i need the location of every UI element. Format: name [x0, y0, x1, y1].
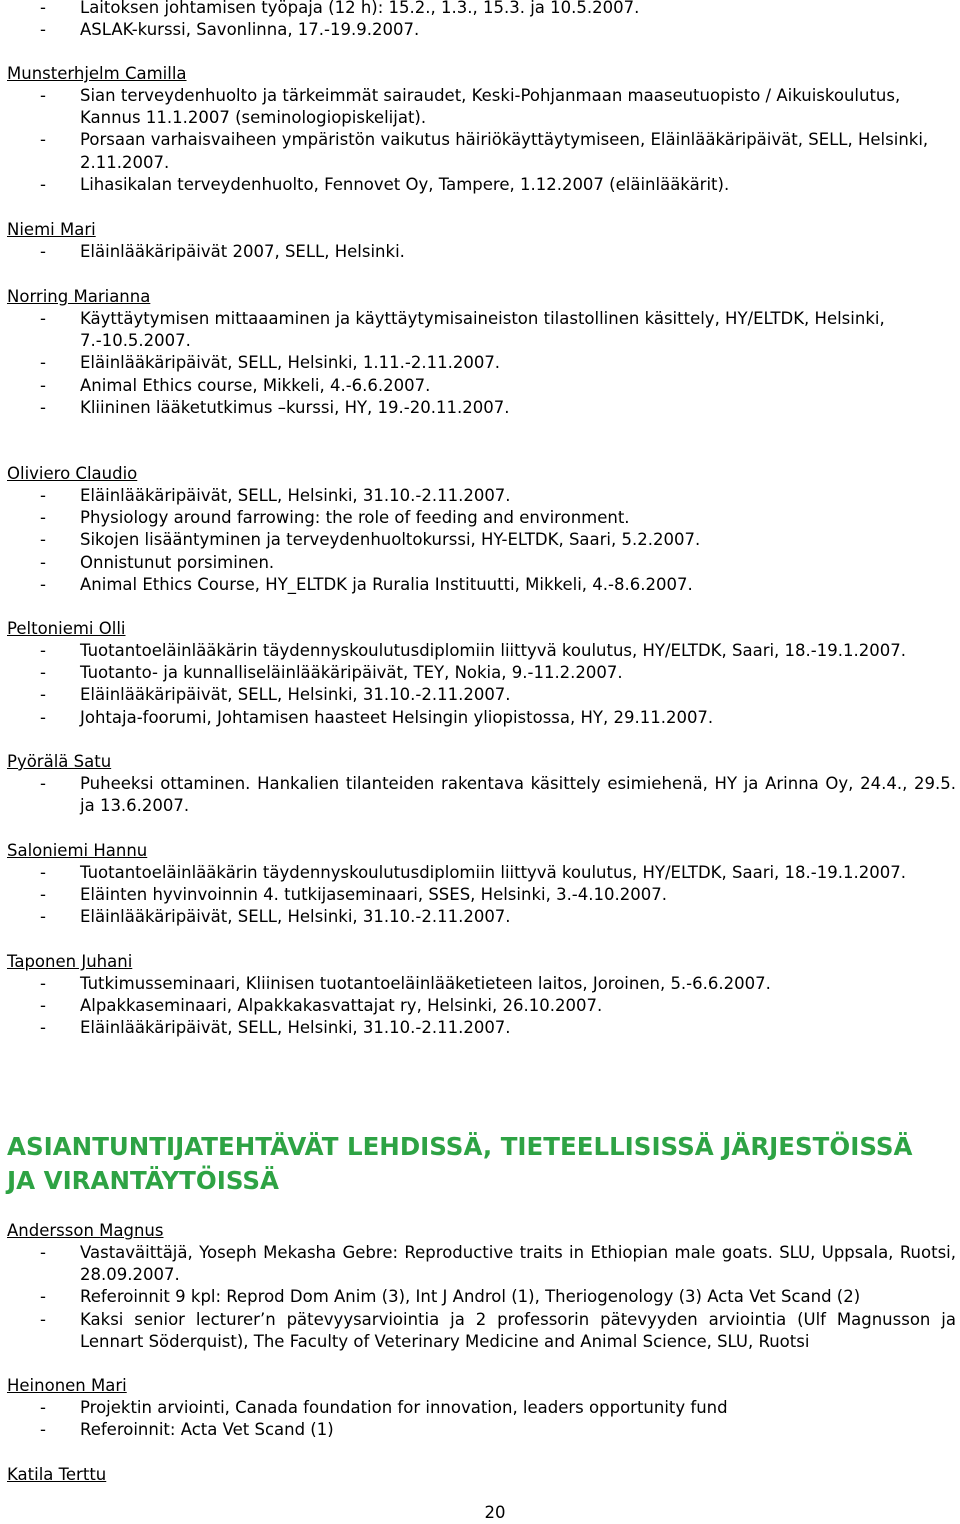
list-item: - Eläinlääkäripäivät 2007, SELL, Helsinki.	[40, 242, 405, 261]
list-item: - Kaksi senior lecturer’n pätevyysarviointia ja 2 professorin pätevyyden arviointia (Ulf Magnusson ja Lennart Söderquist), The Faculty of Veterinary Medicine and Animal Science, SLU, Ruotsi	[40, 1309, 956, 1351]
list-item: - Laitoksen johtamisen työpaja (12 h): 15.2., 1.3., 15.3. ja 10.5.2007.	[40, 0, 640, 17]
list-item: - Referoinnit 9 kpl: Reprod Dom Anim (3), Int J Androl (1), Theriogenology (3) Acta Vet Scand (2)	[40, 1287, 861, 1307]
person-name: Heinonen Mari	[7, 1376, 127, 1395]
item-list	[0, 241, 960, 263]
item-list	[0, 85, 960, 196]
list-item: - Eläinlääkäripäivät, SELL, Helsinki, 1.11.-2.11.2007.	[40, 353, 501, 373]
list-item: - Sian terveydenhuolto ja tärkeimmät sairaudet, Keski-Pohjanmaan maaseutuopisto / Aikuiskoulutus, Kannus 11.1.2007 (seminologiopiskelijat).	[40, 86, 901, 128]
list-item: - Eläinlääkäripäivät, SELL, Helsinki, 31.10.-2.11.2007.	[40, 486, 511, 505]
person-name: Taponen Juhani	[7, 952, 133, 971]
item-list	[0, 308, 960, 419]
list-item: - Physiology around farrowing: the role of feeding and environment.	[40, 508, 630, 528]
list-item: - Tuotantoeläinlääkärin täydennyskoulutusdiplomiin liittyvä koulutus, HY/ELTDK, Saari, 18.-19.1.2007.	[40, 863, 906, 882]
top-list	[0, 0, 960, 41]
person-name: Pyörälä Satu	[7, 752, 112, 771]
person-name: Oliviero Claudio	[7, 464, 138, 483]
list-item: - Sikojen lisääntyminen ja terveydenhuoltokurssi, HY-ELTDK, Saari, 5.2.2007.	[40, 530, 701, 550]
list-item: - Animal Ethics course, Mikkeli, 4.-6.6.2007.	[40, 375, 431, 395]
list-item: - Referoinnit: Acta Vet Scand (1)	[40, 1420, 334, 1440]
person-name: Saloniemi Hannu	[7, 841, 148, 860]
list-item: - Kliininen lääketutkimus –kurssi, HY, 19.-20.11.2007.	[40, 397, 510, 417]
list-item: - Animal Ethics Course, HY_ELTDK ja Ruralia Instituutti, Mikkeli, 4.-8.6.2007.	[40, 574, 693, 594]
list-item: - Johtaja-foorumi, Johtamisen haasteet Helsingin yliopistossa, HY, 29.11.2007.	[40, 707, 714, 727]
person-name: Norring Marianna	[7, 287, 151, 306]
item-list	[0, 1397, 960, 1441]
list-item: - Eläinten hyvinvoinnin 4. tutkijaseminaari, SSES, Helsinki, 3.-4.10.2007.	[40, 885, 667, 905]
person-name: Munsterhjelm Camilla	[7, 64, 187, 83]
item-list	[0, 485, 960, 596]
section-heading-line-2: JA VIRANTÄYTÖISSÄ	[7, 1166, 279, 1195]
section-heading	[7, 1130, 957, 1198]
list-item: - Eläinlääkäripäivät, SELL, Helsinki, 31.10.-2.11.2007.	[40, 907, 511, 927]
list-item: - Onnistunut porsiminen.	[40, 552, 275, 572]
person-name: Peltoniemi Olli	[7, 619, 126, 638]
list-item: - Lihasikalan terveydenhuolto, Fennovet Oy, Tampere, 1.12.2007 (eläinlääkärit).	[40, 174, 730, 194]
list-item: - Tutkimusseminaari, Kliinisen tuotantoeläinlääketieteen laitos, Joroinen, 5.-6.6.2007.	[40, 974, 771, 993]
person-name: Katila Terttu	[7, 1465, 107, 1484]
list-item: - Alpakkaseminaari, Alpakkakasvattajat ry, Helsinki, 26.10.2007.	[40, 996, 603, 1016]
item-list	[0, 640, 960, 729]
item-list	[0, 862, 960, 929]
item-list	[0, 973, 960, 1040]
person-name: Niemi Mari	[7, 220, 96, 239]
list-item: - Vastaväittäjä, Yoseph Mekasha Gebre: Reproductive traits in Ethiopian male goats. SLU, Uppsala, Ruotsi, 28.09.2007.	[40, 1243, 956, 1285]
section-heading-line-1: ASIANTUNTIJATEHTÄVÄT LEHDISSÄ, TIETEELLISISSÄ JÄRJESTÖISSÄ	[7, 1132, 913, 1161]
item-list	[0, 773, 960, 817]
page-number: 20	[484, 1503, 506, 1522]
list-item: - Eläinlääkäripäivät, SELL, Helsinki, 31.10.-2.11.2007.	[40, 1018, 511, 1038]
list-item: - Puheeksi ottaminen. Hankalien tilanteiden rakentava käsittely esimiehenä, HY ja Arinna Oy, 24.4., 29.5. ja 13.6.2007.	[40, 774, 956, 816]
list-item: - Käyttäytymisen mittaaaminen ja käyttäytymisaineiston tilastollinen käsittely, HY/ELTDK, Helsinki, 7.-10.5.2007.	[40, 309, 885, 351]
list-item: - Porsaan varhaisvaiheen ympäristön vaikutus häiriökäyttäytymiseen, Eläinlääkäripäivät, SELL, Helsinki, 2.11.2007.	[40, 130, 929, 172]
list-item: - Projektin arviointi, Canada foundation for innovation, leaders opportunity fund	[40, 1398, 728, 1417]
list-item: - Tuotantoeläinlääkärin täydennyskoulutusdiplomiin liittyvä koulutus, HY/ELTDK, Saari, 18.-19.1.2007.	[40, 641, 906, 660]
list-item: - Eläinlääkäripäivät, SELL, Helsinki, 31.10.-2.11.2007.	[40, 685, 511, 705]
list-item: - ASLAK-kurssi, Savonlinna, 17.-19.9.2007.	[40, 20, 420, 40]
person-name: Andersson Magnus	[7, 1221, 164, 1240]
item-list	[0, 1242, 960, 1353]
list-item: - Tuotanto- ja kunnalliseläinlääkäripäivät, TEY, Nokia, 9.-11.2.2007.	[40, 663, 623, 683]
